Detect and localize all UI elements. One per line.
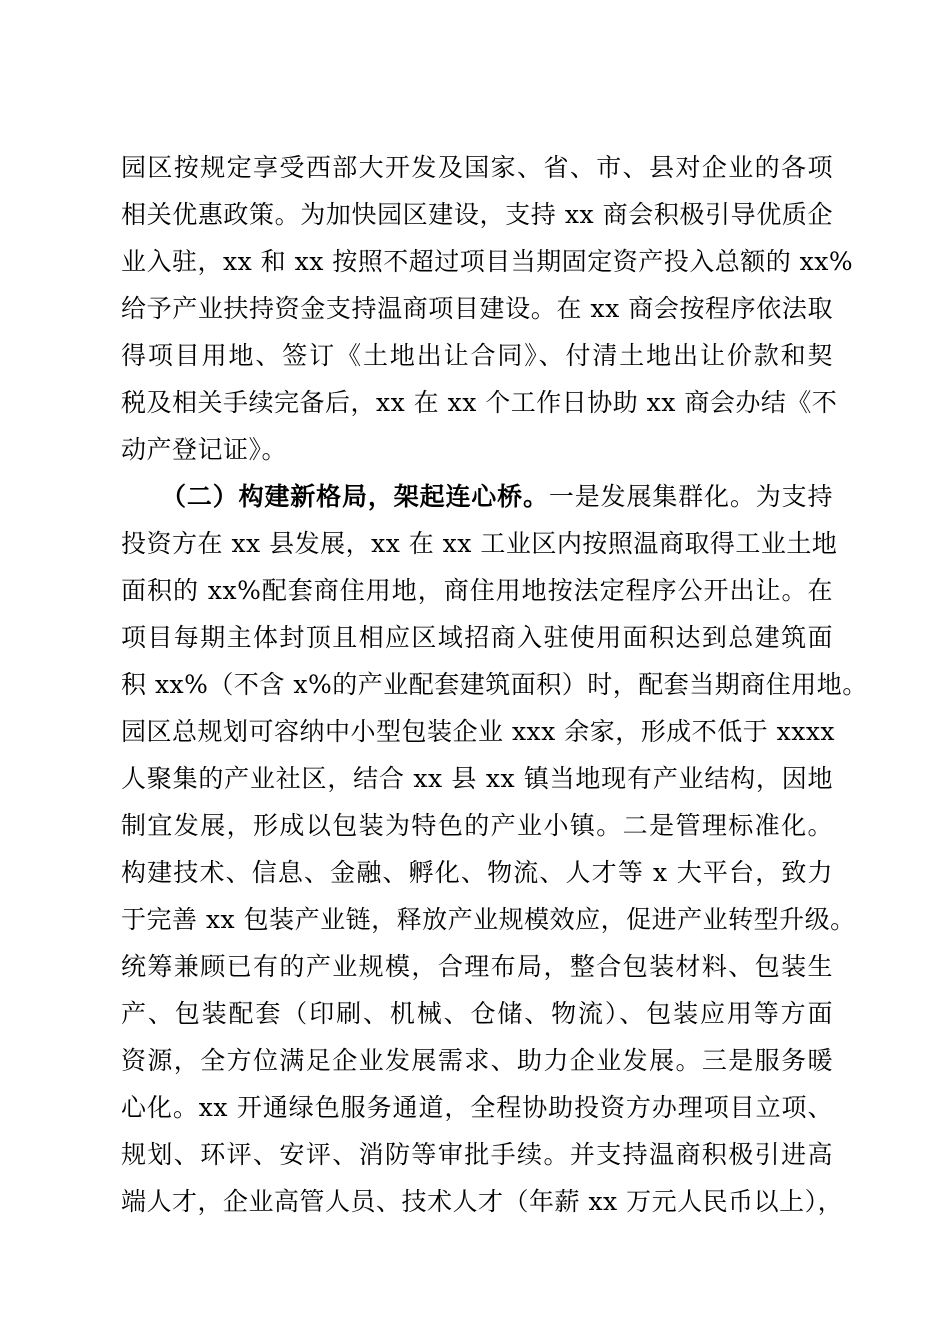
- text-line: 给予产业扶持资金支持温商项目建设。在 xx 商会按程序依法取: [121, 294, 833, 323]
- text-line: 制宜发展，形成以包装为特色的产业小镇。二是管理标准化。: [121, 811, 833, 840]
- text-line: 构建技术、信息、金融、孵化、物流、人才等 x 大平台，致力: [121, 858, 833, 887]
- text-line: 项目每期主体封顶且相应区域招商入驻使用面积达到总建筑面: [121, 623, 833, 652]
- text-line: 园区按规定享受西部大开发及国家、省、市、县对企业的各项: [121, 153, 833, 182]
- text-line: 规划、环评、安评、消防等审批手续。并支持温商积极引进高: [121, 1140, 833, 1169]
- paragraph-new-pattern: [121, 473, 868, 1225]
- text-line: 得项目用地、签订《土地出让合同》、付清土地出让价款和契: [121, 341, 833, 370]
- text-line: 资源，全方位满足企业发展需求、助力企业发展。三是服务暖: [121, 1046, 833, 1075]
- text-line: 相关优惠政策。为加快园区建设，支持 xx 商会积极引导优质企: [121, 200, 833, 229]
- text-line: 产、包装配套（印刷、机械、仓储、物流）、包装应用等方面: [121, 999, 833, 1028]
- text-segment: 一是发展集群化。为支持: [548, 482, 833, 511]
- text-line: 人聚集的产业社区，结合 xx 县 xx 镇当地现有产业结构，因地: [121, 764, 833, 793]
- text-line: 面积的 xx%配套商住用地，商住用地按法定程序公开出让。在: [121, 576, 833, 605]
- text-line: 税及相关手续完备后，xx 在 xx 个工作日协助 xx 商会办结《不: [121, 388, 838, 417]
- paragraph-policy: [121, 144, 854, 473]
- text-line: 园区总规划可容纳中小型包装企业 xxx 余家，形成不低于 xxxx: [121, 717, 836, 746]
- text-line: 统筹兼顾已有的产业规模，合理布局，整合包装材料、包装生: [121, 952, 833, 981]
- text-line: 动产登记证》。: [121, 435, 288, 464]
- text-line: 端人才，企业高管人员、技术人才（年薪 xx 万元人民币以上），: [121, 1187, 844, 1216]
- paragraph-first-line: [121, 473, 833, 520]
- document-body: [121, 144, 868, 1225]
- text-line: 心化。xx 开通绿色服务通道，全程协助投资方办理项目立项、: [121, 1093, 833, 1122]
- text-line: 于完善 xx 包装产业链，释放产业规模效应，促进产业转型升级。: [121, 905, 856, 934]
- section-heading: （二）构建新格局，架起连心桥。: [161, 482, 549, 511]
- text-line: 业入驻，xx 和 xx 按照不超过项目当期固定资产投入总额的 xx%: [121, 247, 854, 276]
- text-line: 积 xx%（不含 x%的产业配套建筑面积）时，配套当期商住用地。: [121, 670, 868, 699]
- text-line: 投资方在 xx 县发展，xx 在 xx 工业区内按照温商取得工业土地: [121, 529, 838, 558]
